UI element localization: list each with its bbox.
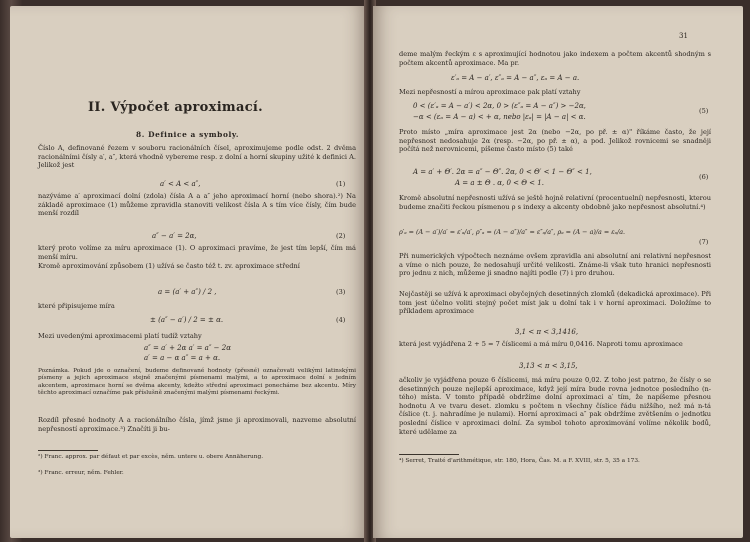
equation: 3,13 < π < 3,15, — [519, 362, 578, 370]
section-title: 8. Definice a symboly. — [136, 130, 240, 139]
equation: 0 < (ε′ₐ = A − a′) < 2α, 0 > (ε″ₐ = A − a″) > −2α, — [413, 102, 586, 110]
page-number: 31 — [679, 32, 688, 40]
equation: ± (a″ − a′) / 2 = ± α. — [150, 316, 224, 324]
paragraph: která jest vyjádřena 2 + 5 = 7 číslicemi a má míru 0,0416. Naproti tomu aproximace — [399, 340, 683, 348]
paragraph: Číslo A, definované řezem v souboru racionálních čísel, aproximujeme podle odst. 2 dvěma racionálními čísly a′, a″, která vhodně vybereme resp. z dolní a horní skupiny užité k definici A. Jelikož jest — [38, 144, 356, 170]
paragraph: deme malým řeckým ε s aproximující hodnotou jako indexem a počtem akcentů shodným s počtem akcentů aproximace. Ma pr. — [399, 50, 711, 67]
left-page — [10, 6, 366, 538]
equation: A = a′ + Θ′. 2α = a″ − Θ″. 2α, 0 < Θ′ < 1 − Θ″ < 1, — [413, 168, 592, 176]
footnote-rule — [38, 450, 98, 451]
paragraph: Mezi nepřesností a mírou aproximace pak platí vztahy — [399, 88, 581, 96]
equation: −α < (εₐ = A − a) < + α, nebo |εₐ| = |A − a| < α. — [413, 113, 586, 121]
paragraph: Rozdíl přesné hodnoty A a racionálního čísla, jímž jsme ji aproximovali, nazveme absolutní nepřesností aproximace.³) Značíti ji bu- — [38, 416, 356, 433]
equation: a = (a′ + a″) / 2 , — [158, 288, 217, 296]
equation: a′ < A < a″, — [160, 180, 201, 188]
equation-number: (5) — [699, 107, 709, 115]
right-page — [373, 6, 743, 538]
equation: ρ′ₐ = (A − a′)/a′ = ε′ₐ/a′, ρ″ₐ = (A − a″)/a″ = ε″ₐ/a″, ρₐ = (A − a)/a = εₐ/a. — [399, 228, 626, 236]
equation: a′ = a − α a″ = a + α. — [144, 354, 221, 362]
equation-number: (2) — [336, 232, 346, 240]
equation-number: (4) — [336, 316, 346, 324]
equation-number: (3) — [336, 288, 346, 296]
chapter-title: II. Výpočet aproximací. — [88, 100, 263, 115]
footnote: ²) Franc. approx. par défaut et par excès, něm. untere u. obere Annäherung. — [38, 454, 264, 460]
equation: ε′ₐ = A − a′, ε″ₐ = A − a″, εₐ = A − a. — [451, 74, 580, 82]
equation-number: (1) — [336, 180, 346, 188]
footnote: ³) Franc. erreur, něm. Fehler. — [38, 470, 124, 476]
equation: A = a ± Θ . α, 0 < Θ < 1. — [455, 179, 544, 187]
equation: a″ − a′ = 2α, — [152, 232, 197, 240]
note-paragraph: Poznámka. Pokud jde o označení, budeme definované hodnoty (přesné) označovati velikými latinskými písmeny a jejich aproximace stejně značenými písmenami malými, a to aproximace dolní s jedním akcentem, aproximace horní se dvěma akcenty, kdežto střední aproximaci ponecháme bez akcentu. Míry těchto aproximací označíme pak příslušně značenými malými písmenami řeckými. — [38, 368, 356, 397]
paragraph: ačkoliv je vyjádřena pouze 6 číslicemi, má míru pouze 0,02. Z toho jest patrno, že čísly o se desetinných pouze nejlepší aproximace, když její míra bude rovna jednotce posledního (n-tého) místa. V tomto případě obdržíme dolní aproximaci a′ tím, že napíšeme přesnou hodnotu A ve tvaru deset. zlomku s počtem n všechny číslice řádu nižšího, než má n-tá číslice (t. j. nahradíme je nulami). Horní aproximaci a″ pak obdržíme zvětšením o jednotku poslední číslice v aproximaci dolní. Za symbol tohoto aproximování volíme několik bodů, které udělame za — [399, 376, 711, 436]
paragraph: Při numerických výpočtech neznáme ovšem zpravidla ani absolutní ani relativní nepřesnost a víme o nich pouze, že nedosahují určité velikosti. Známe-li však tuto hranici nepřesnosti pro jednu z nich, můžeme ji snadno najíti podle (7) i pro druhou. — [399, 252, 711, 278]
paragraph: Proto místo „míra aproximace jest 2α (nebo −2α, po př. ± α)" říkáme často, že její nepřesnost nedosahuje 2α (resp. −2α, po př. ± α), a pod. Jelikož rovnicemi se snadněji počítá než nerovnicemi, píšeme často místo (5) také — [399, 128, 711, 154]
paragraph: Mezi uvedenými aproximacemi platí tudíž vztahy — [38, 332, 202, 340]
footnote-rule — [399, 454, 459, 455]
footnote: ⁴) Serret, Traité d'arithmétique, str. 180, Hora, Čas. M. a F. XVIII, str. 5, 35 a 173. — [399, 458, 640, 464]
paragraph: který proto volíme za míru aproximace (1). O aproximaci pravíme, že jest tím lepší, čím má menší míru. — [38, 244, 356, 261]
paragraph: které připisujeme míra — [38, 302, 115, 310]
paragraph: nazýváme a′ aproximací dolní (zdola) čísla A a a″ jeho aproximací horní (nebo shora).²) Na základě aproximace (1) můžeme zpravidla stanoviti velikost čísla A s tím více čísly, čím bude menší rozdíl — [38, 192, 356, 218]
equation-number: (6) — [699, 173, 709, 181]
paragraph: Kromě absolutní nepřesnosti užívá se ještě hojně relativní (procentuelní) nepřesnosti, kterou budeme značiti řeckou písmenou ρ s indexy a akcenty obdobně jako nepřesnost absolutní.⁴) — [399, 194, 711, 211]
equation: a″ = a′ + 2α a′ = a″ − 2α — [144, 344, 231, 352]
equation: 3,1 < π < 3,1416, — [515, 328, 579, 336]
paragraph: Kromě aproximování způsobem (1) užívá se často též t. zv. aproximace střední — [38, 262, 300, 270]
equation-number: (7) — [699, 238, 709, 246]
paragraph: Nejčastěji se užívá k aproximaci obyčejných desetinných zlomků (dekadická aproximace). Při tom jest účelno voliti stejný počet míst jak u dolní tak i v horní aproximaci. Doložíme to příkladem aproximace — [399, 290, 711, 316]
